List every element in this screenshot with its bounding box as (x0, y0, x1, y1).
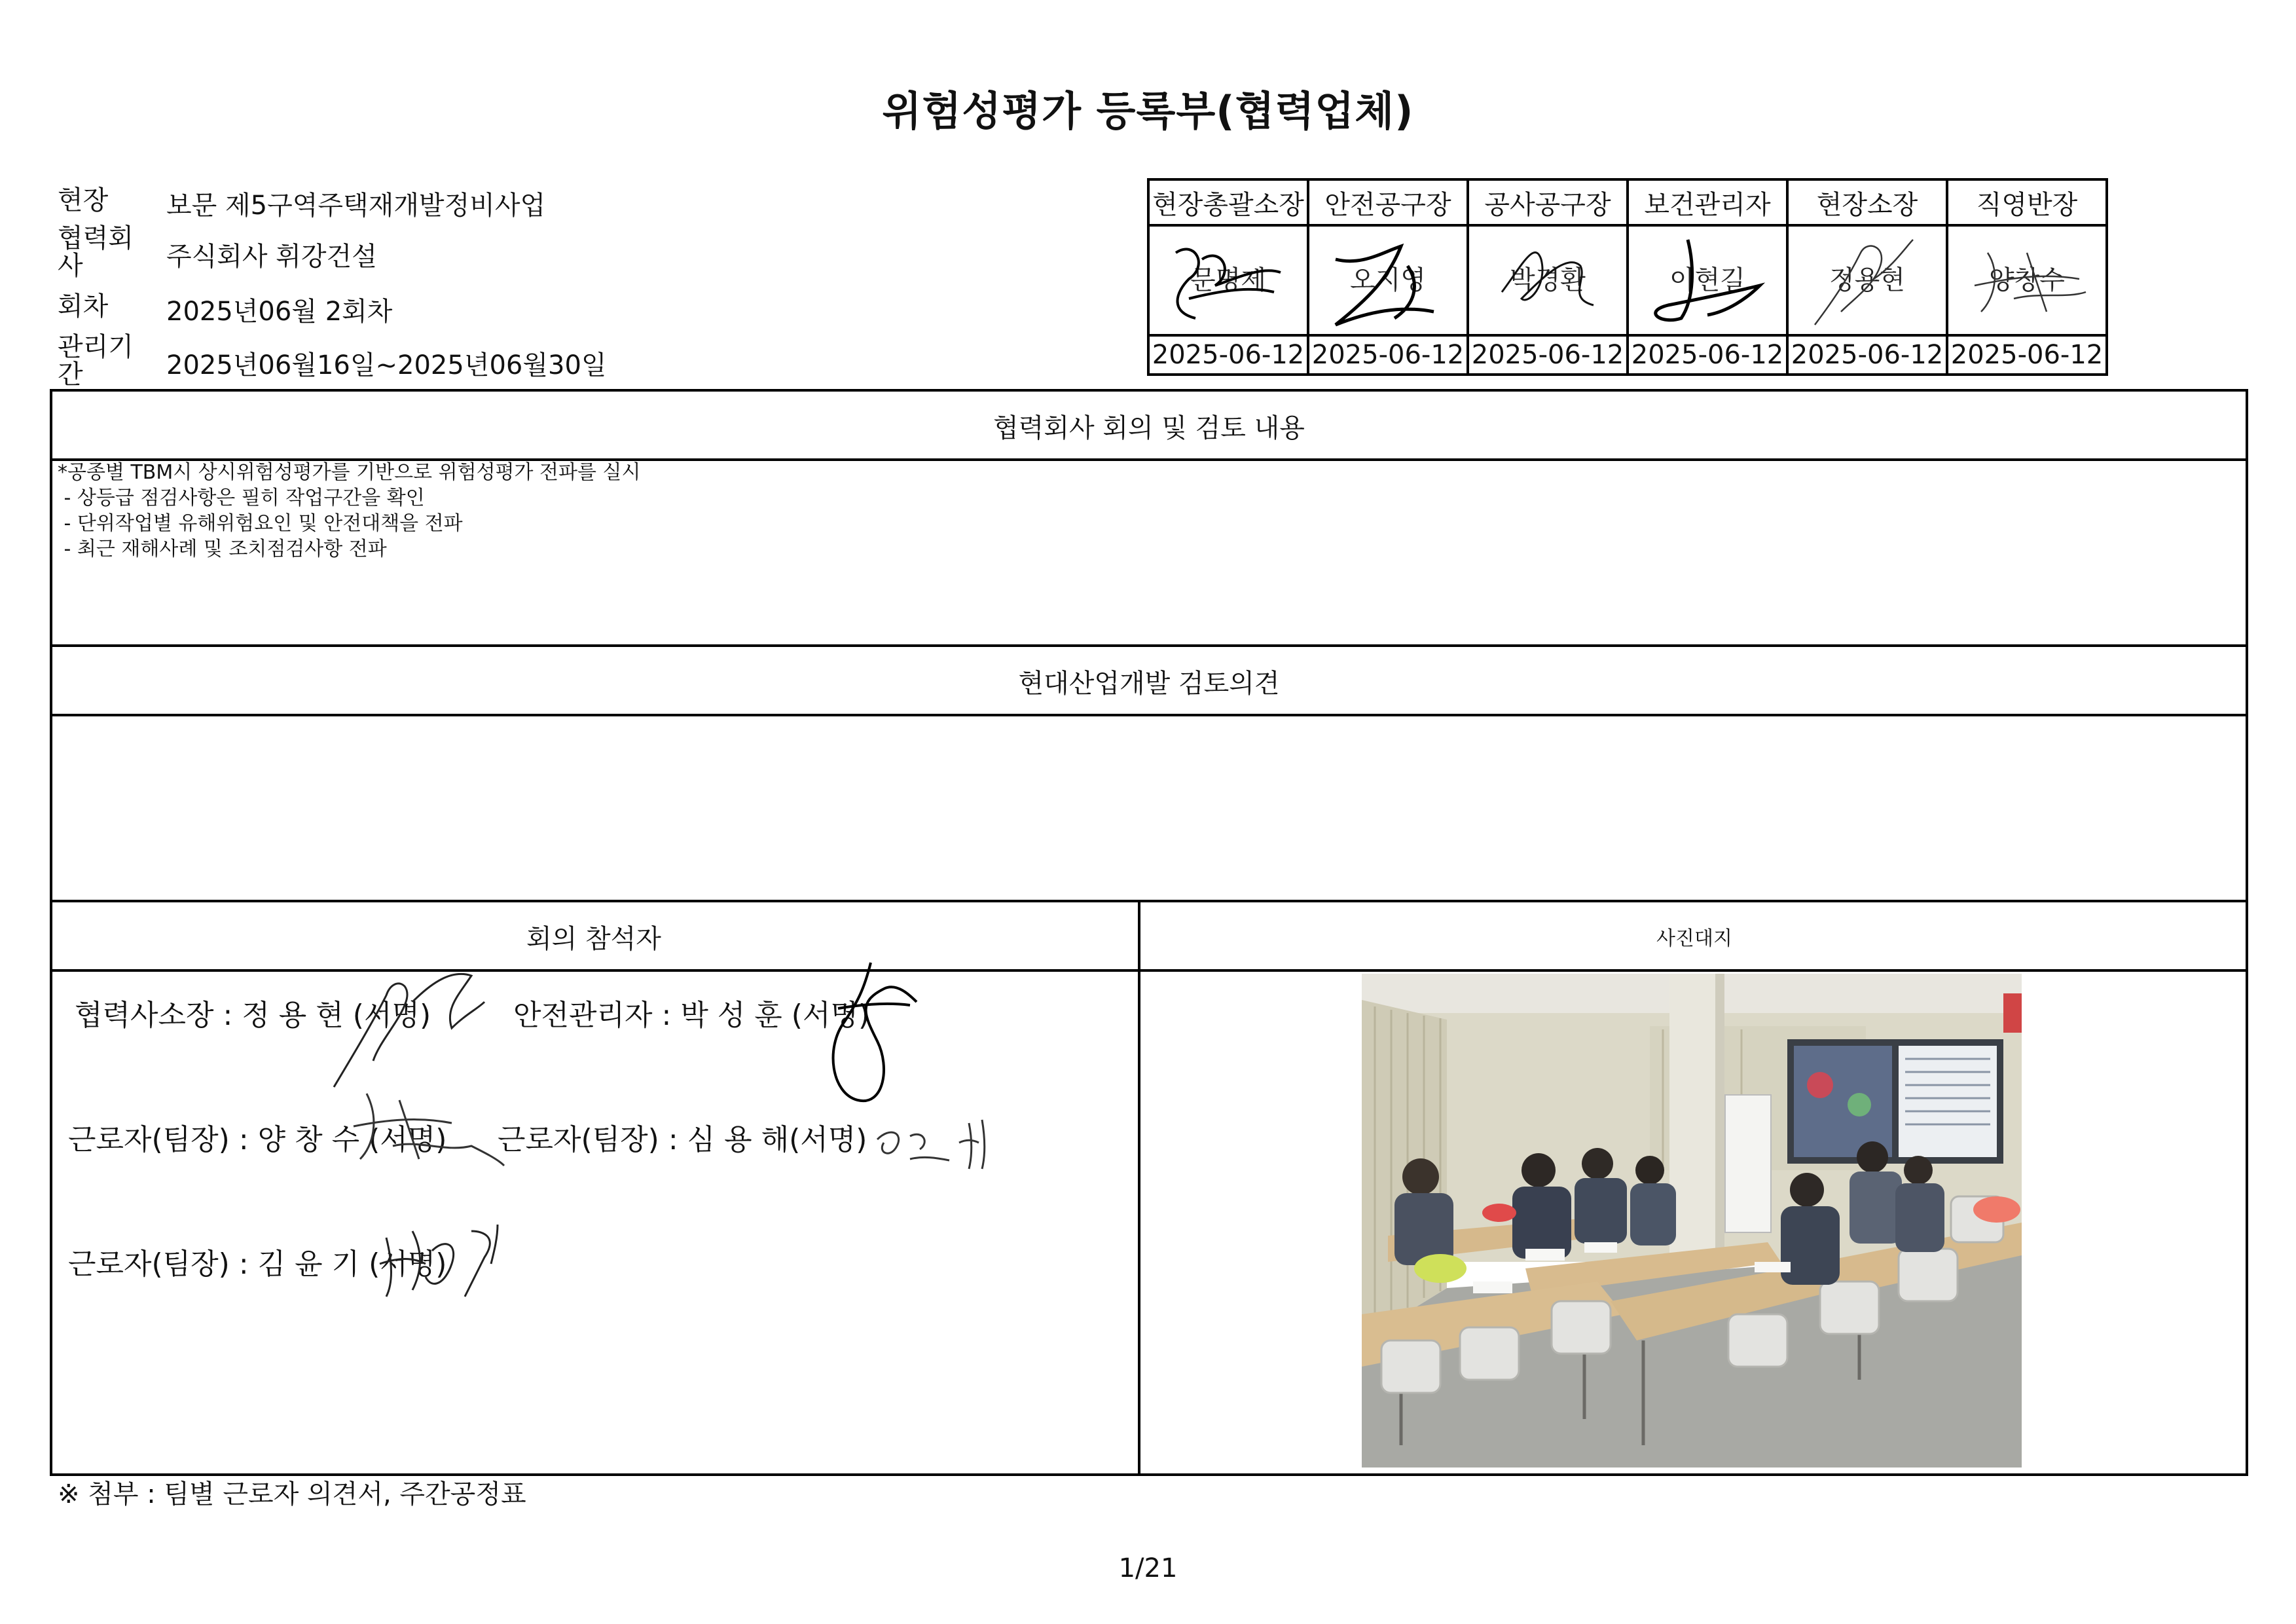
meeting-note-line: - 단위작업별 유해위험요인 및 안전대책을 전파 (58, 512, 463, 535)
meeting-note-line: - 상등급 점검사항은 필히 작업구간을 확인 (58, 487, 425, 509)
signature-mark (1309, 227, 1467, 334)
signature-mark (1948, 227, 2105, 334)
meeting-note-line: - 최근 재해사례 및 조치점검사항 전파 (58, 538, 387, 561)
attendee-site-manager: 협력사소장 : 정 용 현 (서명) (75, 999, 431, 1032)
approval-signature-cell (1787, 225, 1947, 335)
meeting-notes (58, 460, 641, 562)
divider (50, 644, 2248, 647)
approval-table (1147, 178, 2108, 376)
divider (50, 714, 2248, 716)
approval-date: 2025-06-12 (1947, 335, 2107, 375)
attendee-safety-manager: 안전관리자 : 박 성 훈 (서명) (513, 999, 870, 1032)
attendee-team-leader-1: 근로자(팀장) : 양 창 수 (서명) (68, 1123, 447, 1156)
signature-mark (1469, 227, 1626, 334)
approval-date: 2025-06-12 (1148, 335, 1308, 375)
approval-date: 2025-06-12 (1628, 335, 1787, 375)
meeting-note-line: *공종별 TBM시 상시위험성평가를 기반으로 위험성평가 전파를 실시 (58, 461, 641, 484)
approval-role: 현장소장 (1787, 179, 1947, 225)
attendees-header: 회의 참석자 (526, 924, 661, 954)
info-value-site: 보문 제5구역주택재개발정비사업 (166, 191, 546, 221)
meeting-review-header: 협력회사 회의 및 검토 내용 (993, 413, 1305, 443)
signature-mark (864, 1107, 1008, 1172)
signature-mark (340, 1080, 511, 1172)
approval-role: 직영반장 (1947, 179, 2107, 225)
info-value-period: 2025년06월16일~2025년06월30일 (166, 350, 607, 380)
meeting-photo (1362, 974, 2022, 1467)
info-label-site: 현장 (58, 185, 109, 215)
hdc-review-header: 현대산업개발 검토의견 (1018, 669, 1280, 699)
approval-date: 2025-06-12 (1787, 335, 1947, 375)
approval-role: 보건관리자 (1628, 179, 1787, 225)
signature-mark (786, 950, 930, 1113)
approval-name: 박경환 (1510, 265, 1586, 295)
info-label-period-line1: 관리기 (58, 332, 134, 362)
approval-signature-cell (1468, 225, 1628, 335)
info-label-partner-line2: 사 (58, 251, 83, 281)
page-number: 1/21 (1118, 1553, 1178, 1583)
photo-header: 사진대지 (1656, 927, 1732, 950)
info-label-round: 회차 (58, 291, 109, 322)
info-label-period-line2: 간 (58, 360, 83, 390)
approval-signature-cell (1628, 225, 1787, 335)
info-value-partner: 주식회사 휘강건설 (166, 242, 377, 272)
signature-mark (1629, 227, 1786, 334)
approval-name: 양창수 (1989, 265, 2065, 295)
approval-name: 오지영 (1350, 265, 1426, 295)
signature-mark (373, 1211, 517, 1303)
approval-role: 현장총괄소장 (1148, 179, 1308, 225)
column-divider (1138, 900, 1140, 1476)
divider (50, 900, 2248, 902)
approval-name: 정용현 (1829, 265, 1905, 295)
meeting-photo-image (1362, 974, 2022, 1467)
attendee-team-leader-3: 근로자(팀장) : 김 윤 기 (서명) (68, 1247, 447, 1281)
approval-role: 공사공구장 (1468, 179, 1628, 225)
approval-date: 2025-06-12 (1308, 335, 1468, 375)
signature-mark (314, 956, 498, 1100)
approval-signature-cell (1148, 225, 1308, 335)
approval-signature-cell (1947, 225, 2107, 335)
info-label-partner-line1: 협력회 (58, 223, 134, 253)
attachment-note: ※ 첨부 : 팀별 근로자 의견서, 주간공정표 (58, 1479, 526, 1509)
approval-date: 2025-06-12 (1468, 335, 1628, 375)
approval-signature-cell (1308, 225, 1468, 335)
signature-mark (1789, 227, 1946, 334)
attendee-team-leader-2: 근로자(팀장) : 심 용 해(서명) (498, 1123, 867, 1156)
signature-mark (1150, 227, 1307, 334)
approval-role: 안전공구장 (1308, 179, 1468, 225)
page-title: 위험성평가 등록부(협력업체) (882, 87, 1414, 135)
approval-name: 이현길 (1669, 265, 1745, 295)
info-value-round: 2025년06월 2회차 (166, 297, 393, 327)
approval-name: 문명제 (1190, 265, 1266, 295)
